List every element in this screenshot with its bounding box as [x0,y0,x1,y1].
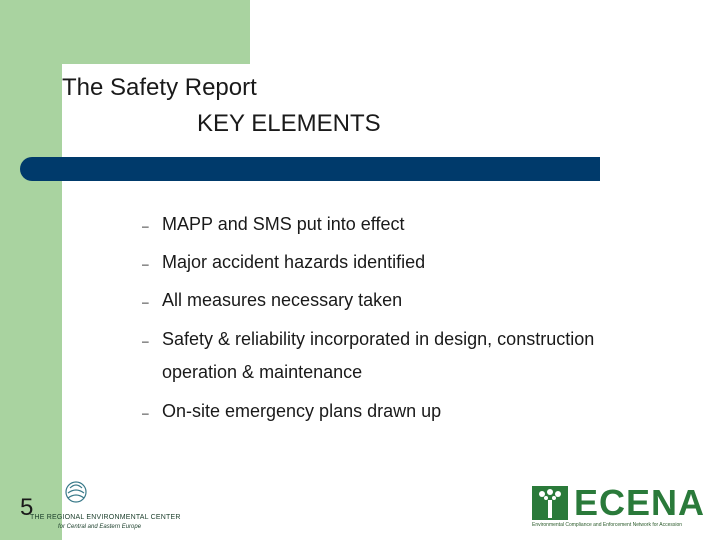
bullet-text: Safety & reliability incorporated in design, construction [162,329,595,349]
rec-subtitle: for Central and Eastern Europe [58,524,142,530]
title-divider [20,157,600,181]
bullet-text: operation & maintenance [162,362,363,382]
bullet-dash: – [142,257,149,271]
bullet-dash: – [142,406,149,420]
bullet-text: On-site emergency plans drawn up [162,401,442,421]
bullet-dash: – [142,295,149,309]
ecena-tagline: Environmental Compliance and Enforcement Network for Accession [532,522,683,528]
ecena-wordmark: ECENA [574,482,706,523]
slide-title: The Safety Report [62,74,257,101]
slide-subtitle: KEY ELEMENTS [197,110,381,137]
bullet-text: Major accident hazards identified [162,252,426,272]
bullet-dash: – [142,334,149,348]
rec-name: THE REGIONAL ENVIRONMENTAL CENTER [30,514,181,521]
bullet-text: All measures necessary taken [162,290,403,310]
left-accent-bar [0,0,62,540]
top-accent-block [62,0,250,64]
bullet-dash: – [142,219,149,233]
bullet-text: MAPP and SMS put into effect [162,214,405,234]
page-number: 5 [20,494,34,521]
